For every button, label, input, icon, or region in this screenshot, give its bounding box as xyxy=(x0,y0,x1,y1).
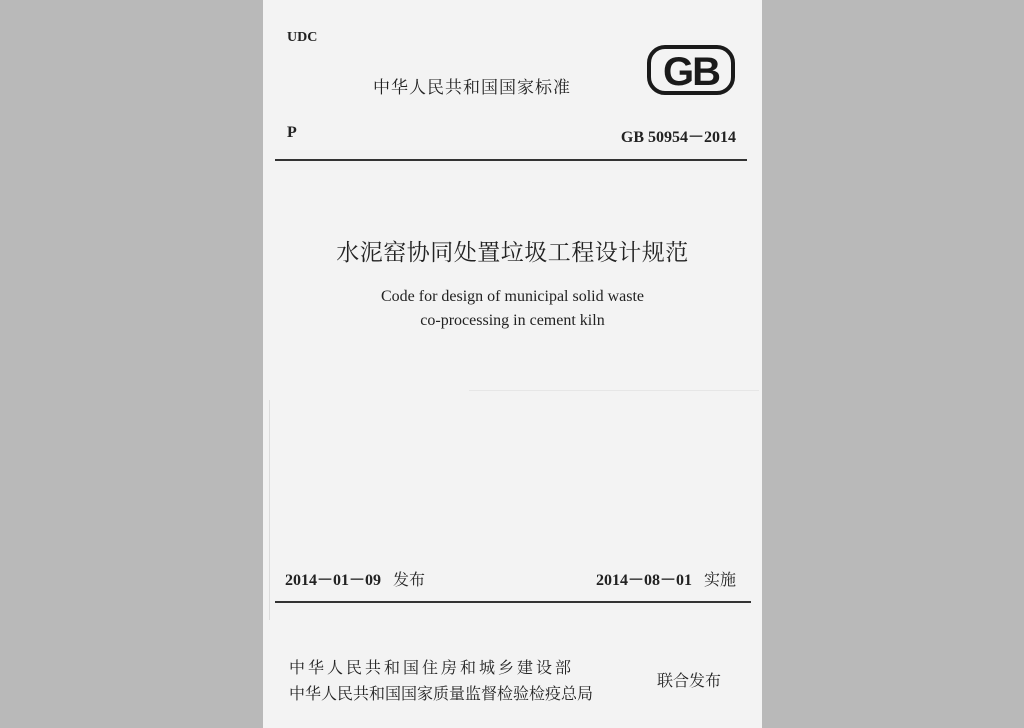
standard-cover-page xyxy=(263,0,762,728)
gb-logo-text: GB xyxy=(663,50,719,94)
gb-logo xyxy=(647,44,737,96)
title-english-line1: Code for design of municipal solid waste xyxy=(380,288,645,305)
implement-label: 实施 xyxy=(703,570,736,589)
udc-label: UDC xyxy=(287,30,318,45)
footer-divider xyxy=(275,601,751,603)
issue-label: 发布 xyxy=(393,570,426,589)
classification-code: P xyxy=(287,124,297,141)
national-standard-heading: 中华人民共和国国家标准 xyxy=(373,78,571,98)
publisher-line2: 中华人民共和国国家质量监督检验检疫总局 xyxy=(289,684,594,703)
title-chinese: 水泥窑协同处置垃圾工程设计规范 xyxy=(336,240,689,266)
title-english-line2: co-processing in cement kiln xyxy=(420,312,605,329)
implement-date-block xyxy=(596,567,736,590)
scan-fold-mark xyxy=(469,390,759,391)
issue-date: 2014－01－09 xyxy=(285,572,382,589)
scan-edge-mark xyxy=(269,400,270,620)
publisher-line1: 中华人民共和国住房和城乡建设部 xyxy=(289,658,575,677)
standard-number: GB 50954－2014 xyxy=(620,129,736,146)
issue-date-block xyxy=(285,567,425,590)
joint-publish-label: 联合发布 xyxy=(657,671,722,690)
header-divider xyxy=(275,159,747,161)
implement-date: 2014－08－01 xyxy=(595,572,692,589)
